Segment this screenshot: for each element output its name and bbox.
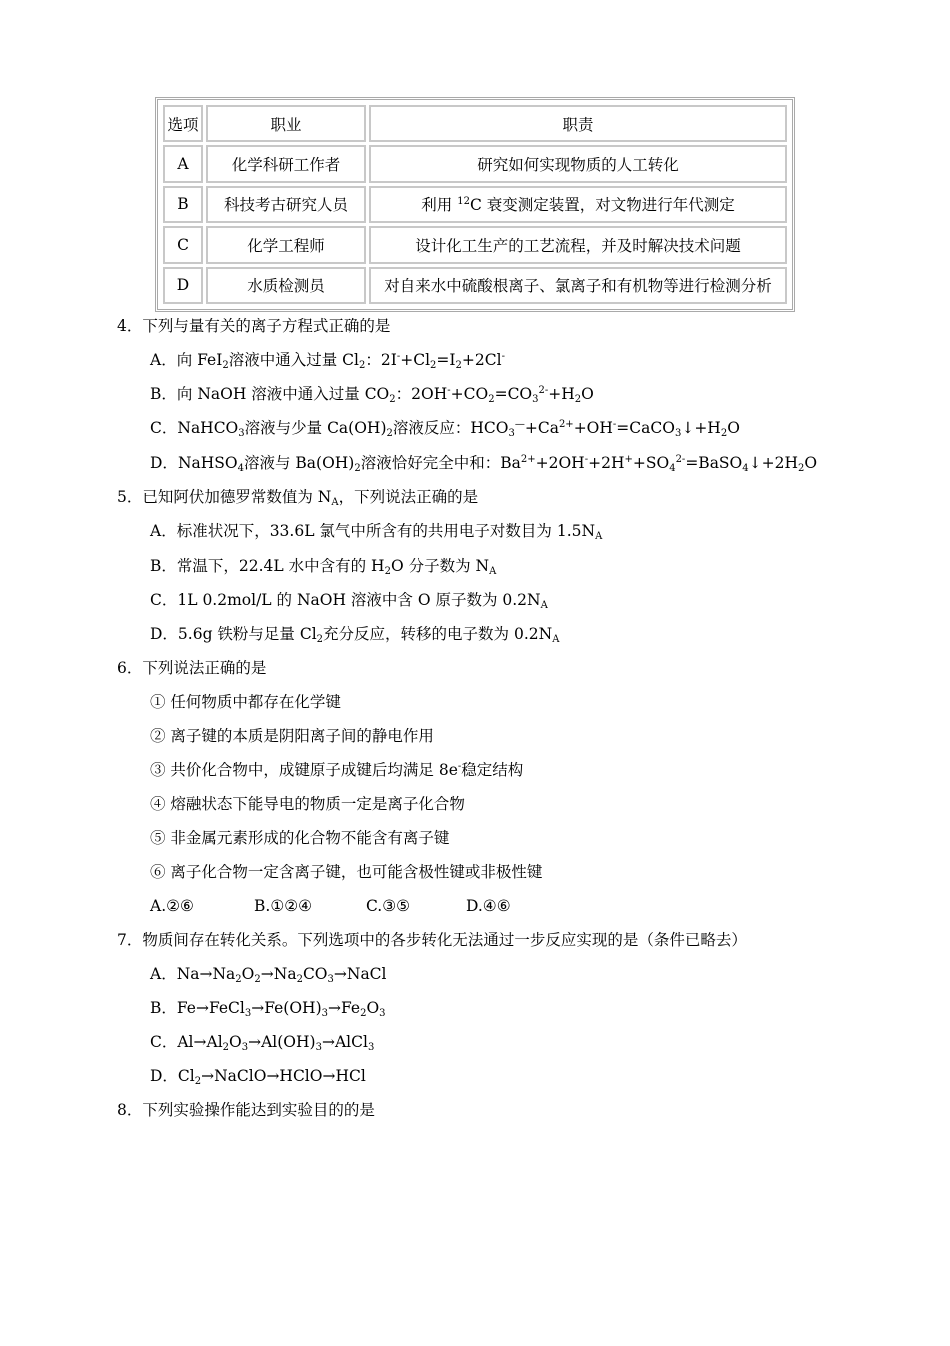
q6-statement: ④ 熔融状态下能导电的物质一定是离子化合物 <box>150 795 465 813</box>
q6-statement: ③ 共价化合物中，成键原子成键后均满足 8e-稳定结构 <box>150 761 524 779</box>
career-table <box>155 97 795 312</box>
q6-stem: 6．下列说法正确的是 <box>117 659 267 677</box>
q7-stem: 7．物质间存在转化关系。下列选项中的各步转化无法通过一步反应实现的是（条件已略去） <box>117 931 747 949</box>
q5-stem: 5．已知阿伏加德罗常数值为 $N_A$，下列说法正确的是 <box>117 488 479 508</box>
q4-option-b: B．向 NaOH 溶液中通入过量 $CO_2$：$2OH^-+CO_2=CO_3^{2-}+H_2O$ <box>150 385 594 405</box>
q5-option-d: D．5.6g 铁粉与足量 $Cl_2$充分反应，转移的电子数为 $0.2N_A$ <box>150 625 560 645</box>
row-duty: 利用 $^{12}$C 衰变测定装置，对文物进行年代测定 <box>369 186 787 223</box>
q6-option-a: A.②⑥ <box>150 897 194 915</box>
row-option: D <box>163 267 203 304</box>
header-option: 选项 <box>163 105 203 142</box>
row-duty: 对自来水中硫酸根离子、氯离子和有机物等进行检测分析 <box>369 267 787 304</box>
q7-option-b: B．$Fe\to FeCl_3\to Fe(OH)_3\to Fe_2O_3$ <box>150 999 386 1019</box>
q7-option-c: C．$Al\to Al_2O_3\to Al(OH)_3\to AlCl_3$ <box>150 1033 375 1053</box>
q6-statement: ① 任何物质中都存在化学键 <box>150 693 341 711</box>
row-job: 化学科研工作者 <box>206 145 366 182</box>
q4-option-a: A．向 FeI$_2$溶液中通入过量 $Cl_2$：$2I^-+Cl_2=I_2+2Cl^-$ <box>150 351 505 371</box>
q4-stem: 4．下列与量有关的离子方程式正确的是 <box>117 317 391 335</box>
table-row <box>163 186 787 223</box>
row-option: C <box>163 226 203 263</box>
row-duty: 研究如何实现物质的人工转化 <box>369 145 787 182</box>
q4-option-d: D．NaHSO$_4$溶液与 $Ba(OH)_2$溶液恰好完全中和：$Ba^{2+}+2OH^-+2H^++SO_4^{2-}=BaSO_4↓+2H_2O$ <box>150 454 818 474</box>
table-header-row <box>163 105 787 142</box>
q6-option-c: C.③⑤ <box>366 897 411 915</box>
q6-statement: ② 离子键的本质是阴阳离子间的静电作用 <box>150 727 434 745</box>
row-option: A <box>163 145 203 182</box>
row-job: 化学工程师 <box>206 226 366 263</box>
q6-statement: ⑤ 非金属元素形成的化合物不能含有离子键 <box>150 829 450 847</box>
q8-stem: 8．下列实验操作能达到实验目的的是 <box>117 1101 375 1119</box>
q5-option-c: C．1L 0.2mol/L 的 NaOH 溶液中含 O 原子数为 $0.2N_A$ <box>150 591 548 611</box>
header-duty: 职责 <box>369 105 787 142</box>
row-duty: 设计化工生产的工艺流程，并及时解决技术问题 <box>369 226 787 263</box>
q4-option-c: C．NaHCO$_3$溶液与少量 $Ca(OH)_2$溶液反应：$HCO_3^—+Ca^{2+}+OH^-=CaCO_3↓+H_2O$ <box>150 419 740 439</box>
q5-option-b: B．常温下，22.4L 水中含有的 $H_2O$ 分子数为 $N_A$ <box>150 557 497 577</box>
table-row <box>163 145 787 182</box>
q6-option-d: D.④⑥ <box>466 897 511 915</box>
q6-statement: ⑥ 离子化合物一定含离子键，也可能含极性键或非极性键 <box>150 863 543 881</box>
table-row <box>163 267 787 304</box>
table-row <box>163 226 787 263</box>
header-job: 职业 <box>206 105 366 142</box>
row-job: 科技考古研究人员 <box>206 186 366 223</box>
q7-option-d: D．$Cl_2\to NaClO\to HClO\to HCl$ <box>150 1067 366 1087</box>
q6-options <box>150 896 511 916</box>
row-option: B <box>163 186 203 223</box>
row-job: 水质检测员 <box>206 267 366 304</box>
q6-option-b: B.①②④ <box>254 897 313 915</box>
q5-option-a: A．标准状况下，33.6L 氯气中所含有的共用电子对数目为 $1.5N_A$ <box>150 522 603 542</box>
q7-option-a: A．$Na\to Na_2O_2\to Na_2CO_3\to NaCl$ <box>150 965 387 985</box>
